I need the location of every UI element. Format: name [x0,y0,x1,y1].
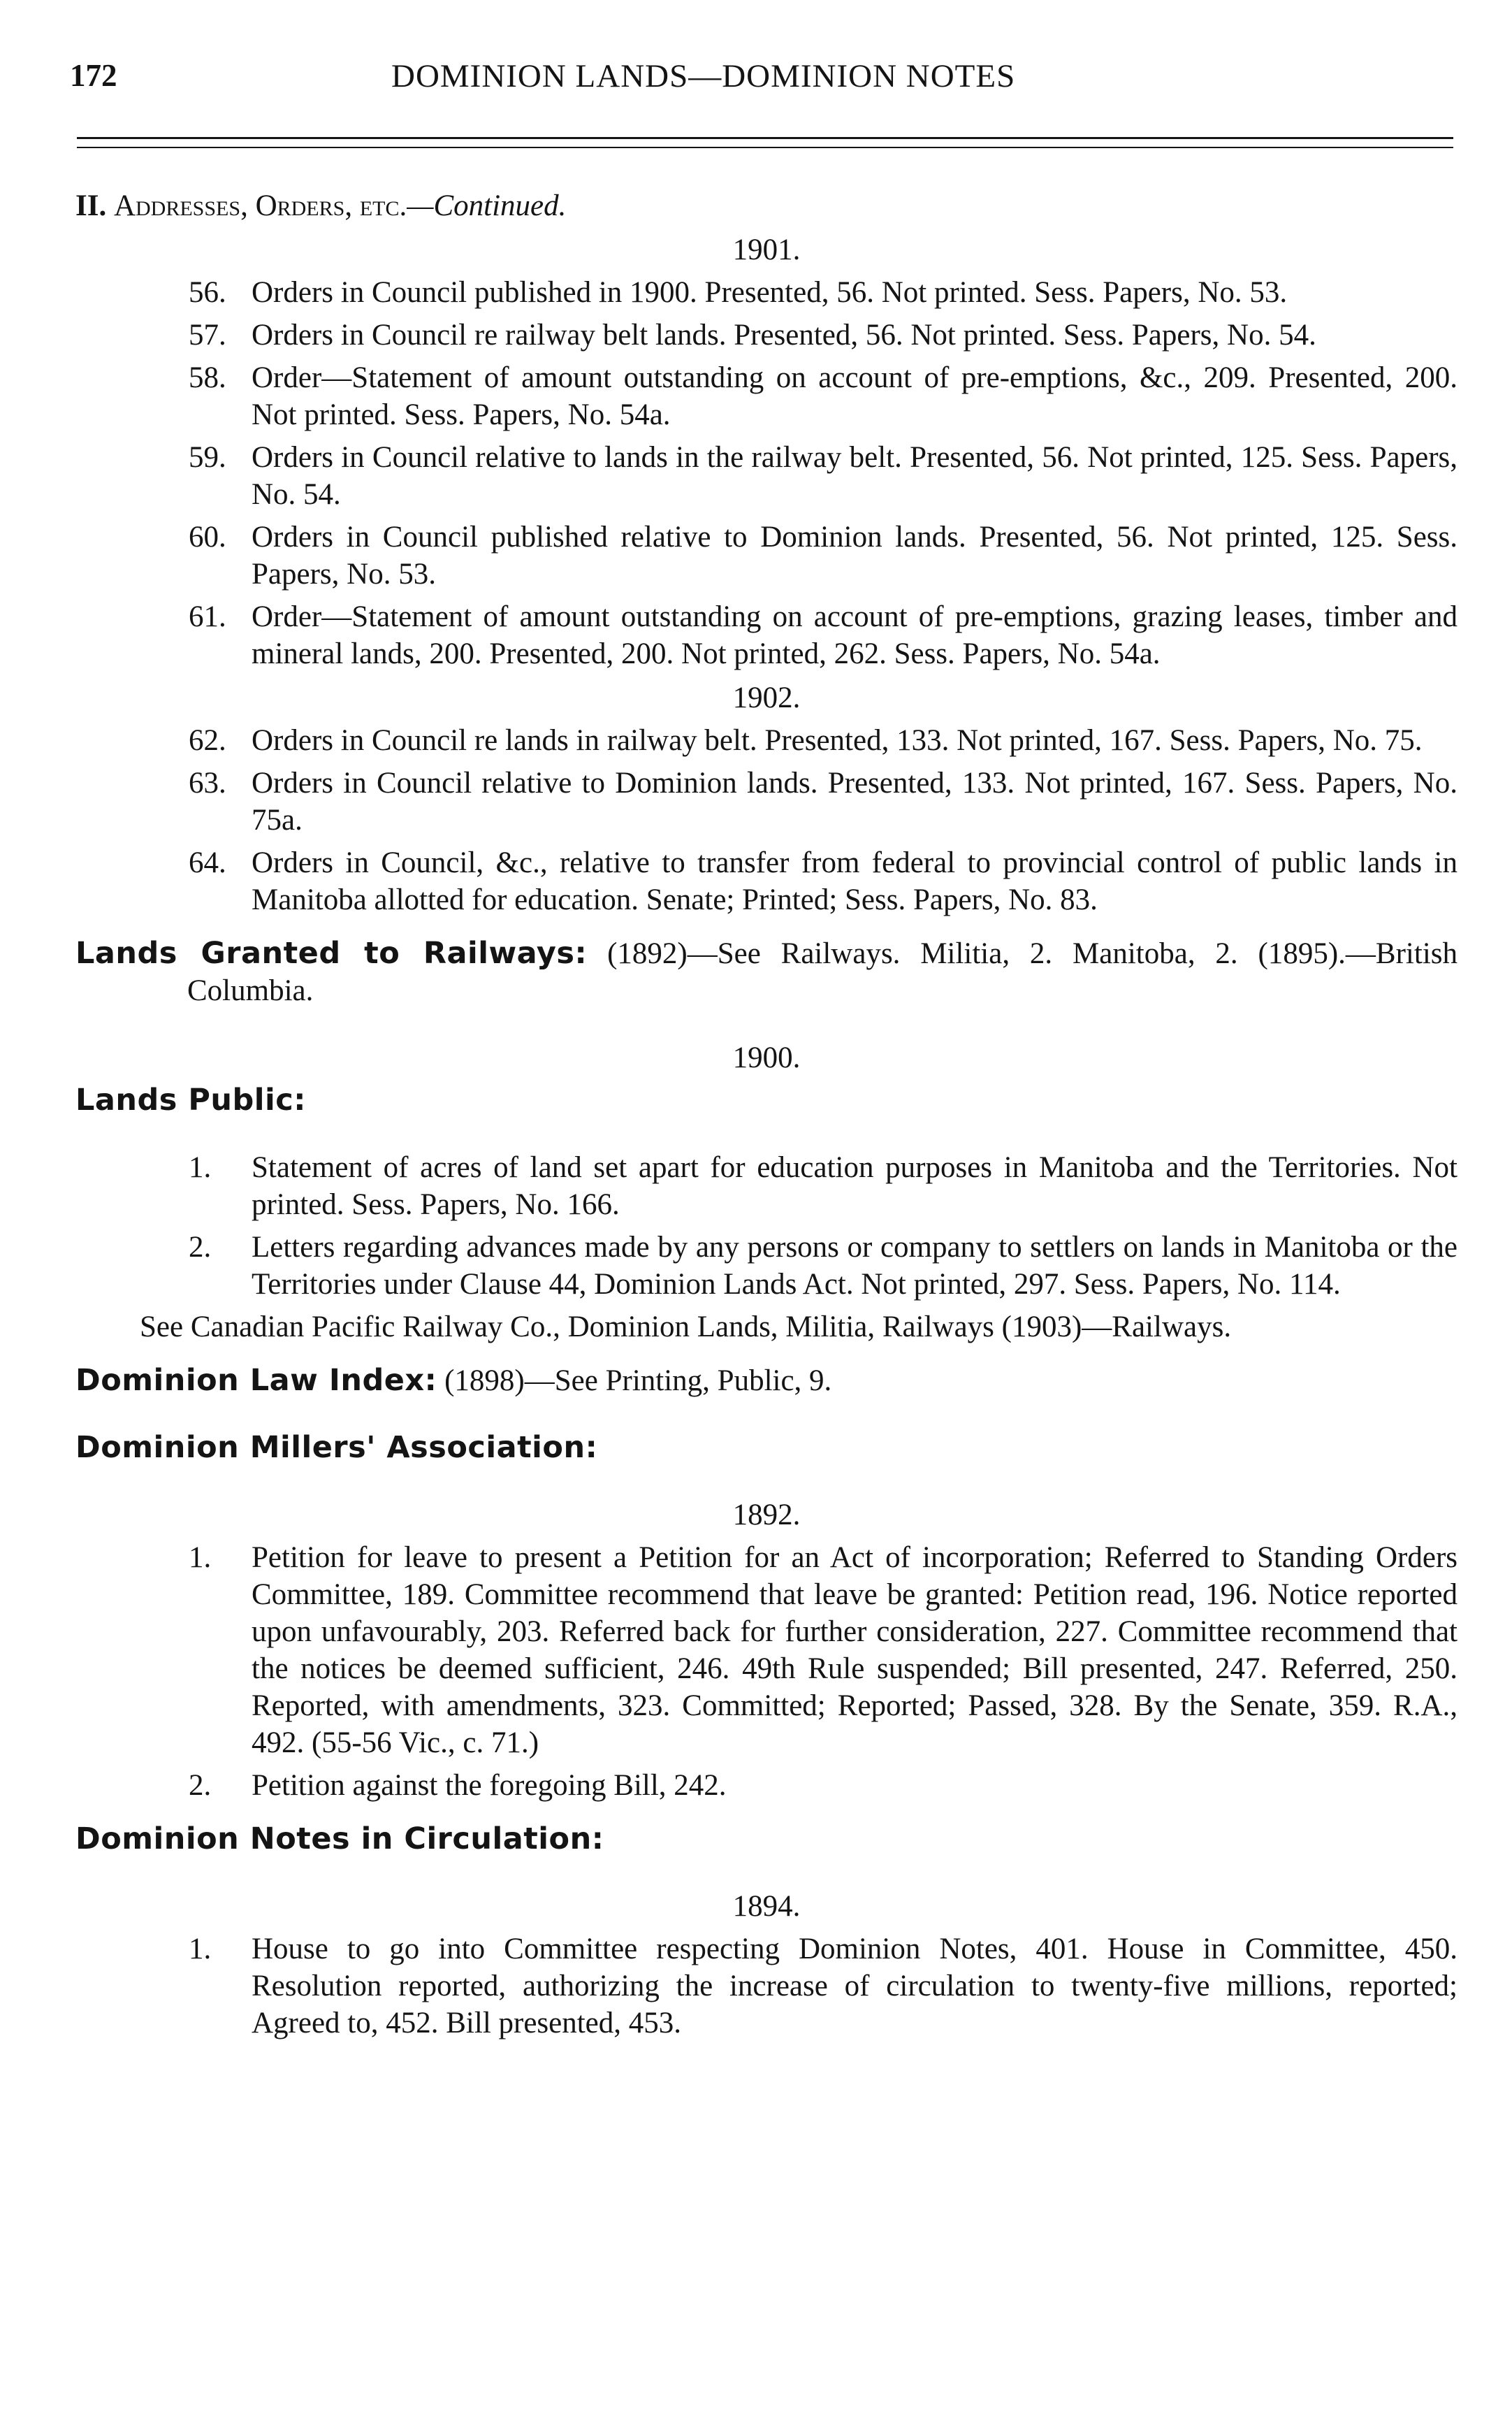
entry-text: Petition for leave to present a Petition for an Act of incorporation; Referred to Standing Orders Committee, 189. Committee recommend that leave be granted: Petition read, 196. Notice reported upon unfavourably, 203. Referred back for further consideration, 227. Committee recommend that the notices be deemed sufficient, 246. 49th Rule suspended; Bill presented, 247. Referred, 250. Reported, with amendments, 323. Committed; Reported; Passed, 328. By the Senate, 359. R.A., 492. (55-56 Vic., c. 71.) [252,1541,1458,1759]
topic-text: (1898)—See Printing, Public, 9. [444,1364,832,1397]
section-title: Addresses, Orders, etc. [113,189,407,222]
entry-text: Petition against the foregoing Bill, 242. [252,1769,727,1802]
year-label: 1900. [732,1041,801,1074]
year-label: 1901. [732,233,801,266]
entry-text: House to go into Committee respecting Dominion Notes, 401. House in Committee, 450. Resolution reported, authorizing the increase of circulation to twenty-five millions, reported; Agreed to, 452. Bill presented, 453. [252,1933,1458,2039]
see-also-line: See Canadian Pacific Railway Co., Dominion Lands, Militia, Railways (1903)—Railways. [140,1311,1232,1343]
year-label: 1902. [732,681,801,714]
topic-heading: Dominion Millers' Association: [75,1430,598,1465]
entry-text: Statement of acres of land set apart for education purposes in Manitoba and the Territories. Not printed. Sess. Papers, No. 166. [252,1151,1458,1221]
list-item [75,1930,1458,2042]
page-number: 172 [70,58,117,93]
entries-1901 [75,274,1458,672]
entry-text: Letters regarding advances made by any persons or company to settlers on lands in Manitoba or the Territories under Clause 44, Dominion Lands Act. Not printed, 297. Sess. Papers, No. 114. [252,1231,1458,1301]
entry-text: Orders in Council, &c., relative to transfer from federal to provincial control of public lands in Manitoba allotted for education. Senate; Printed; Sess. Papers, No. 83. [252,846,1458,916]
list-item [75,274,1458,311]
entries-1902 [75,722,1458,918]
entry-number: 58. [189,361,226,394]
list-item [75,1149,1458,1223]
topic-millers [75,1429,1458,1466]
topic-law-index [75,1362,1458,1399]
list-item [75,359,1458,433]
entry-text: Orders in Council relative to Dominion lands. Presented, 133. Not printed, 167. Sess. Papers, No. 75a. [252,767,1458,837]
year-label: 1892. [732,1499,801,1531]
running-head [70,57,1460,106]
topic-notes-circulation [75,1821,1458,1858]
entry-text: Order—Statement of amount outstanding on account of pre-emptions, &c., 209. Presented, 200. Not printed. Sess. Papers, No. 54a. [252,361,1458,431]
list-item [75,317,1458,354]
section-heading [75,187,1458,224]
entry-text: Orders in Council relative to lands in the railway belt. Presented, 56. Not printed, 125. Sess. Papers, No. 54. [252,441,1458,511]
list-item [75,439,1458,513]
entry-text: Order—Statement of amount outstanding on account of pre-emptions, grazing leases, timber and mineral lands, 200. Presented, 200. Not printed, 262. Sess. Papers, No. 54a. [252,600,1458,670]
entries-millers [75,1539,1458,1804]
entries-lands-public [75,1149,1458,1303]
entry-number: 1. [189,1151,212,1184]
entries-notes [75,1930,1458,2042]
section-roman: II. [75,189,107,222]
entry-text: Orders in Council re lands in railway belt. Presented, 133. Not printed, 167. Sess. Papers, No. 75. [252,724,1423,757]
header-title: DOMINION LANDS—DOMINION NOTES [391,58,1016,94]
entry-text: Orders in Council published in 1900. Presented, 56. Not printed. Sess. Papers, No. 53. [252,276,1288,309]
entry-number: 57. [189,319,226,352]
entry-number: 60. [189,521,226,554]
topic-heading: Dominion Law Index: [75,1363,437,1398]
header-rule-top [77,137,1453,139]
entry-number: 2. [189,1769,212,1802]
header-rule-bottom [77,147,1453,148]
topic-text: (1892)—See Railways. Militia, 2. Manitoba, 2. (1895).—British Columbia. [187,937,1458,1007]
list-item [75,722,1458,759]
list-item [75,1229,1458,1303]
entry-number: 1. [189,1541,212,1574]
entry-number: 56. [189,276,226,309]
entry-text: Orders in Council re railway belt lands. Presented, 56. Not printed. Sess. Papers, No. 54. [252,319,1316,352]
entry-text: Orders in Council published relative to Dominion lands. Presented, 56. Not printed, 125. Sess. Papers, No. 53. [252,521,1458,591]
topic-heading: Dominion Notes in Circulation: [75,1821,604,1856]
topic-lands-public [75,1082,1458,1119]
entry-number: 64. [189,846,226,879]
entry-number: 2. [189,1231,212,1264]
entry-number: 1. [189,1933,212,1965]
list-item [75,844,1458,918]
list-item [75,1767,1458,1804]
topic-heading: Lands Granted to Railways: [75,936,588,971]
list-item [75,598,1458,672]
entry-number: 62. [189,724,226,757]
topic-lands-granted [75,935,1458,1009]
page-body [75,187,1458,2047]
entry-number: 59. [189,441,226,474]
list-item [75,765,1458,839]
topic-heading: Lands Public: [75,1083,306,1118]
entry-number: 63. [189,767,226,800]
list-item [75,1539,1458,1761]
entry-number: 61. [189,600,226,633]
section-continued: —Continued. [407,189,567,222]
year-label: 1894. [732,1890,801,1923]
list-item [75,519,1458,593]
